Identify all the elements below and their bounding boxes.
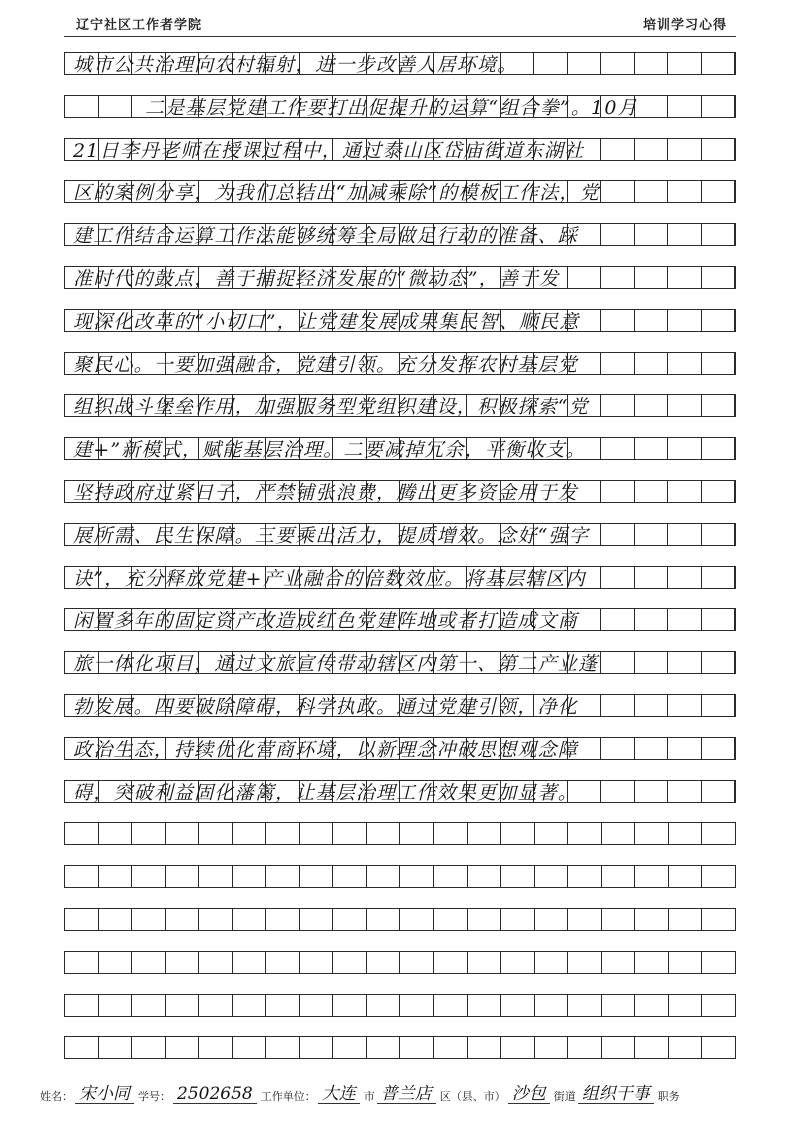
grid-cell	[568, 823, 602, 844]
grid-cell	[535, 952, 569, 973]
grid-cell	[233, 1037, 267, 1058]
grid-cell	[400, 823, 434, 844]
handwritten-line: 二是基层党建工作要打出促提升的运算“组合拳”。10月	[145, 97, 638, 118]
grid-cell	[468, 909, 502, 930]
grid-cell	[568, 952, 602, 973]
grid-cell	[702, 866, 735, 887]
grid-cell	[535, 823, 569, 844]
grid-cell	[400, 909, 434, 930]
grid-cell	[635, 909, 669, 930]
grid-cell	[199, 823, 233, 844]
grid-cell	[99, 1037, 133, 1058]
grid-cell	[568, 866, 602, 887]
grid-cell	[468, 995, 502, 1016]
grid-row	[64, 780, 736, 803]
grid-cell	[266, 952, 300, 973]
id-value: 2502658	[173, 1085, 257, 1104]
district-suffix: 区（县、市）	[439, 1090, 506, 1103]
grid-cell	[669, 866, 703, 887]
grid-cell	[702, 1037, 735, 1058]
grid-cell	[702, 909, 735, 930]
grid-cell	[702, 995, 735, 1016]
grid-row	[64, 694, 736, 717]
grid-cell	[166, 952, 200, 973]
grid-cell	[602, 952, 636, 973]
grid-cell	[367, 995, 401, 1016]
grid-cell	[65, 1037, 99, 1058]
grid-cell	[468, 866, 502, 887]
grid-cell	[669, 952, 703, 973]
grid-cell	[300, 866, 334, 887]
grid-cell	[367, 952, 401, 973]
grid-cell	[669, 909, 703, 930]
handwritten-line: 组织战斗堡垒作用，加强服务型党组织建设，积极探索“党	[73, 397, 589, 418]
grid-cell	[132, 866, 166, 887]
name-label: 姓名：	[40, 1090, 73, 1103]
grid-cell	[300, 952, 334, 973]
grid-row	[64, 523, 736, 546]
grid-cell	[635, 866, 669, 887]
grid-cell	[501, 995, 535, 1016]
city-suffix: 市	[363, 1090, 375, 1103]
grid-row	[64, 480, 736, 503]
grid-row	[64, 737, 736, 760]
grid-cell	[434, 952, 468, 973]
grid-cell	[434, 1037, 468, 1058]
grid-cell	[99, 96, 133, 117]
grid-row	[64, 1036, 736, 1059]
grid-row	[64, 394, 736, 417]
handwritten-line: 区的案例分享，为我们总结出“加减乘除”的模板工作法，党	[73, 183, 600, 204]
grid-cell	[501, 909, 535, 930]
grid-cell	[602, 866, 636, 887]
grid-row	[64, 566, 736, 589]
grid-cell	[300, 995, 334, 1016]
position-suffix: 职务	[657, 1090, 680, 1103]
grid-cell	[468, 1037, 502, 1058]
grid-cell	[501, 823, 535, 844]
grid-cell	[635, 995, 669, 1016]
grid-cell	[702, 952, 735, 973]
grid-cell	[166, 995, 200, 1016]
district-value: 普兰店	[377, 1085, 436, 1104]
grid-row	[64, 437, 736, 460]
footer-info	[40, 1074, 769, 1104]
grid-cell	[333, 952, 367, 973]
header-divider	[64, 36, 736, 37]
grid-cell	[266, 823, 300, 844]
grid-cell	[367, 866, 401, 887]
grid-cell	[635, 823, 669, 844]
grid-cell	[132, 823, 166, 844]
position-value: 组织干事	[578, 1085, 654, 1104]
handwritten-line: 展所需、民生保障。三要乘出活力，提质增效。念好“强字	[73, 525, 589, 546]
grid-cell	[434, 866, 468, 887]
grid-cell	[233, 866, 267, 887]
grid-cell	[434, 909, 468, 930]
handwritten-line: 21日李丹老师在授课过程中，通过泰山区岱庙街道东湖社	[73, 140, 585, 161]
handwritten-line: 准时代的鼓点，善于捕捉经济发展的“微动态”，善于发	[73, 269, 560, 289]
grid-cell	[333, 1037, 367, 1058]
handwritten-line: 现深化改革的“小切口”，让党建发展成果集民智、顺民意	[73, 311, 580, 332]
grid-cell	[669, 823, 703, 844]
grid-cell	[400, 866, 434, 887]
grid-cell	[300, 1037, 334, 1058]
grid-cell	[300, 909, 334, 930]
grid-cell	[568, 1037, 602, 1058]
handwritten-line: 聚民心。一要加强融合，党建引领。充分发挥农村基层党	[73, 354, 579, 375]
grid-cell	[468, 952, 502, 973]
grid-cell	[535, 1037, 569, 1058]
grid-cell	[132, 1037, 166, 1058]
grid-row	[64, 223, 736, 246]
grid-cell	[535, 909, 569, 930]
grid-row	[64, 608, 736, 631]
grid-cell	[501, 952, 535, 973]
grid-cell	[132, 909, 166, 930]
grid-cell	[65, 96, 99, 117]
grid-cell	[602, 995, 636, 1016]
grid-cell	[166, 1037, 200, 1058]
grid-cell	[602, 823, 636, 844]
grid-cell	[132, 952, 166, 973]
city-value: 大连	[318, 1085, 360, 1104]
name-value: 宋小同	[75, 1085, 134, 1104]
grid-row	[64, 822, 736, 845]
grid-cell	[233, 952, 267, 973]
grid-row	[64, 180, 736, 203]
grid-cell	[535, 995, 569, 1016]
grid-cell	[300, 823, 334, 844]
grid-row	[64, 52, 736, 75]
grid-cell	[702, 823, 735, 844]
grid-row	[64, 908, 736, 931]
grid-cell	[266, 995, 300, 1016]
grid-row	[64, 352, 736, 375]
handwritten-line: 建工作结合运算工作法能够统筹全局做足行动的准备、踩	[73, 226, 579, 247]
grid-cell	[266, 866, 300, 887]
grid-cell	[669, 1037, 703, 1058]
grid-cell	[635, 952, 669, 973]
grid-cell	[99, 866, 133, 887]
grid-cell	[400, 952, 434, 973]
grid-cell	[568, 995, 602, 1016]
grid-cell	[468, 823, 502, 844]
grid-cell	[602, 909, 636, 930]
handwritten-line: 建+”新模式，赋能基层治理。二要减掉冗余，平衡收支。	[73, 440, 586, 461]
grid-cell	[400, 1037, 434, 1058]
id-label: 学号：	[138, 1090, 171, 1103]
grid-cell	[199, 995, 233, 1016]
grid-cell	[65, 823, 99, 844]
handwritten-line: 碍，突破利益固化藩篱，让基层治理工作效果更加显著。	[73, 782, 579, 803]
grid-row	[64, 651, 736, 674]
header-doc-type: 培训学习心得	[642, 18, 727, 33]
grid-cell	[333, 866, 367, 887]
grid-row	[64, 309, 736, 332]
grid-cell	[166, 909, 200, 930]
street-value: 沙包	[508, 1085, 550, 1104]
grid-cell	[99, 952, 133, 973]
handwritten-line: 坚持政府过紧日子，严禁铺张浪费，腾出更多资金用于发	[73, 483, 579, 503]
grid-cell	[535, 866, 569, 887]
grid-cell	[166, 823, 200, 844]
grid-cell	[434, 995, 468, 1016]
street-suffix: 街道	[553, 1090, 576, 1103]
grid-row	[64, 95, 736, 118]
grid-row	[64, 994, 736, 1017]
handwritten-line: 闲置多年的固定资产改造成红色党建阵地或者打造成文商	[73, 611, 579, 632]
handwritten-line: 旅一体化项目，通过文旅宣传带动辖区内第一、第二产业蓬	[73, 654, 599, 675]
grid-cell	[333, 909, 367, 930]
grid-cell	[367, 909, 401, 930]
unit-label: 工作单位：	[260, 1090, 316, 1103]
grid-cell	[132, 995, 166, 1016]
grid-cell	[99, 995, 133, 1016]
grid-cell	[99, 909, 133, 930]
grid-cell	[635, 1037, 669, 1058]
grid-cell	[434, 823, 468, 844]
grid-cell	[367, 1037, 401, 1058]
grid-cell	[199, 909, 233, 930]
grid-cell	[65, 995, 99, 1016]
grid-row	[64, 138, 736, 161]
manuscript-sheet	[64, 42, 736, 1072]
grid-cell	[669, 995, 703, 1016]
handwritten-line: 诀”，充分释放党建+产业融合的倍数效应。将基层辖区内	[73, 568, 586, 589]
handwritten-line: 城市公共治理向农村辐射，进一步改善人居环境。	[73, 55, 518, 75]
header-institute: 辽宁社区工作者学院	[76, 18, 203, 33]
grid-cell	[166, 866, 200, 887]
grid-cell	[233, 823, 267, 844]
grid-cell	[501, 866, 535, 887]
grid-cell	[367, 823, 401, 844]
grid-cell	[65, 866, 99, 887]
handwritten-line: 政治生态，持续优化营商环境，以新理念冲破思想观念障	[73, 739, 579, 760]
grid-cell	[400, 995, 434, 1016]
grid-cell	[233, 909, 267, 930]
grid-row	[64, 951, 736, 974]
grid-cell	[333, 823, 367, 844]
grid-cell	[199, 952, 233, 973]
grid-cell	[233, 995, 267, 1016]
grid-cell	[568, 909, 602, 930]
handwritten-line: 勃发展。四要破除障碍，科学执政。通过党建引领，净化	[73, 697, 579, 717]
grid-cell	[501, 1037, 535, 1058]
grid-cell	[99, 823, 133, 844]
grid-cell	[602, 1037, 636, 1058]
grid-cell	[333, 995, 367, 1016]
grid-row	[64, 266, 736, 289]
grid-cell	[199, 866, 233, 887]
grid-cell	[199, 1037, 233, 1058]
grid-cell	[266, 909, 300, 930]
grid-row	[64, 865, 736, 888]
grid-cell	[266, 1037, 300, 1058]
grid-cell	[65, 952, 99, 973]
grid-cell	[65, 909, 99, 930]
